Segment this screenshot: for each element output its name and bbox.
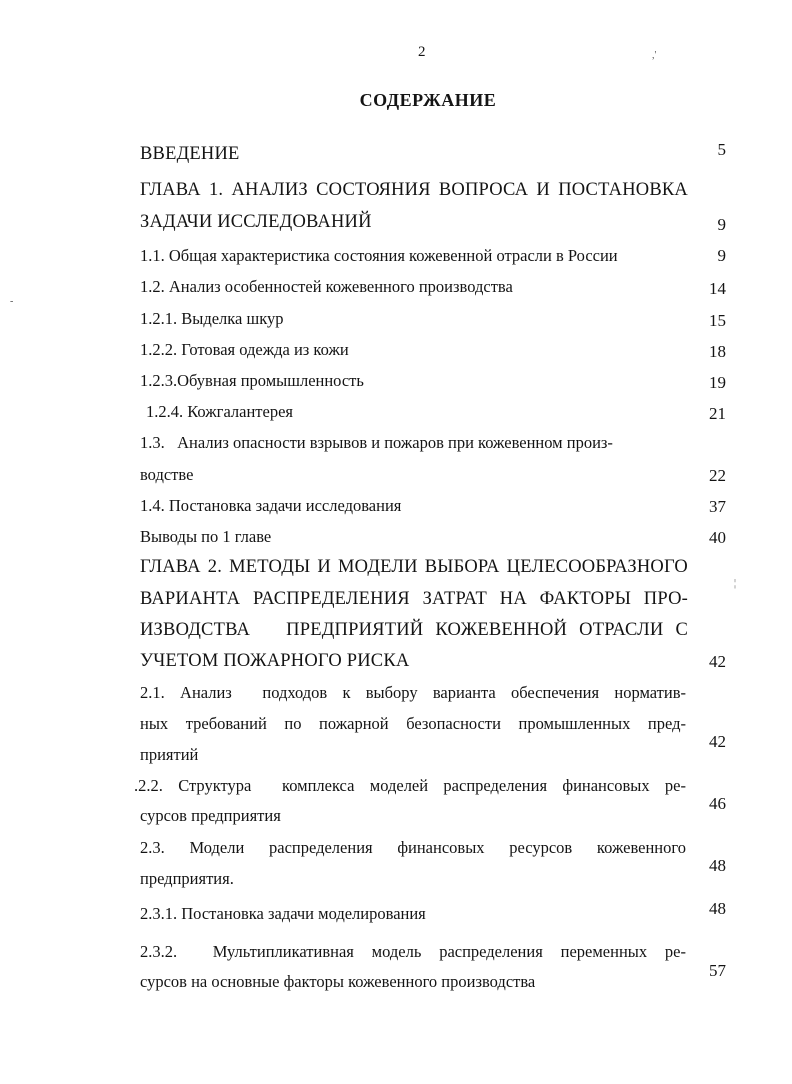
- toc-line: ных требований по пожарной безопасности промышленных пред-: [140, 714, 686, 733]
- scan-speck: -: [10, 296, 14, 307]
- toc-line: 2.3.2. Мультипликативная модель распределения переменных ре-: [140, 942, 686, 961]
- toc-page-number: 15: [709, 311, 726, 330]
- toc-line: водстве: [140, 465, 194, 484]
- toc-line: 1.2. Анализ особенностей кожевенного производства: [140, 277, 513, 296]
- toc-line: .2.2. Структура комплекса моделей распределения финансовых ре-: [134, 776, 686, 795]
- toc-line: 1.2.3.Обувная промышленность: [140, 371, 364, 390]
- toc-line: 2.3. Модели распределения финансовых ресурсов кожевенного: [140, 838, 686, 857]
- toc-page-number: 9: [717, 215, 726, 234]
- scan-speck: ,': [652, 50, 657, 61]
- toc-line: 1.2.4. Кожгалантерея: [146, 402, 293, 421]
- toc-line: предприятия.: [140, 869, 234, 888]
- toc-line: ВАРИАНТА РАСПРЕДЕЛЕНИЯ ЗАТРАТ НА ФАКТОРЫ ПРО-: [140, 589, 688, 609]
- toc-line: ВВЕДЕНИЕ: [140, 144, 240, 164]
- toc-line: ГЛАВА 1. АНАЛИЗ СОСТОЯНИЯ ВОПРОСА И ПОСТАНОВКА: [140, 180, 688, 200]
- toc-line: 1.3. Анализ опасности взрывов и пожаров при кожевенном произ-: [140, 433, 613, 452]
- toc-line: УЧЕТОМ ПОЖАРНОГО РИСКА: [140, 651, 410, 671]
- toc-line: сурсов предприятия: [140, 806, 281, 825]
- toc-page-number: 48: [709, 856, 726, 875]
- toc-line: 2.1. Анализ подходов к выбору варианта обеспечения норматив-: [140, 683, 686, 702]
- toc-page-number: 37: [709, 497, 726, 516]
- toc-line: 2.3.1. Постановка задачи моделирования: [140, 904, 426, 923]
- toc-page-number: 22: [709, 466, 726, 485]
- toc-page-number: 5: [717, 140, 726, 159]
- toc-page-number: 21: [709, 404, 726, 423]
- toc-line: сурсов на основные факторы кожевенного производства: [140, 972, 536, 991]
- toc-page-number: 48: [709, 899, 726, 918]
- toc-page-number: 19: [709, 373, 726, 392]
- toc-page-number: 42: [709, 732, 726, 751]
- toc-page-number: 18: [709, 342, 726, 361]
- toc-page-number: 46: [709, 794, 726, 813]
- toc-line: 1.4. Постановка задачи исследования: [140, 496, 402, 515]
- toc-line: 1.1. Общая характеристика состояния кожевенной отрасли в России: [140, 246, 618, 265]
- toc-line: ИЗВОДСТВА ПРЕДПРИЯТИЙ КОЖЕВЕННОЙ ОТРАСЛИ С: [140, 620, 688, 640]
- toc-line: 1.2.2. Готовая одежда из кожи: [140, 340, 349, 359]
- toc-line: приятий: [140, 745, 199, 764]
- toc-page-number: 14: [709, 279, 726, 298]
- toc-line: Выводы по 1 главе: [140, 527, 272, 546]
- toc-page-number: 42: [709, 652, 726, 671]
- toc-page-number: 57: [709, 961, 726, 980]
- scan-speck: ¦: [734, 578, 737, 589]
- page-title: СОДЕРЖАНИЕ: [359, 90, 497, 110]
- toc-page-number: 40: [709, 528, 726, 547]
- toc-line: 1.2.1. Выделка шкур: [140, 309, 284, 328]
- toc-line: ГЛАВА 2. МЕТОДЫ И МОДЕЛИ ВЫБОРА ЦЕЛЕСООБРАЗНОГО: [140, 557, 688, 577]
- page-number: 2: [418, 44, 426, 60]
- toc-line: ЗАДАЧИ ИССЛЕДОВАНИЙ: [140, 212, 372, 232]
- toc-page-number: 9: [717, 246, 726, 265]
